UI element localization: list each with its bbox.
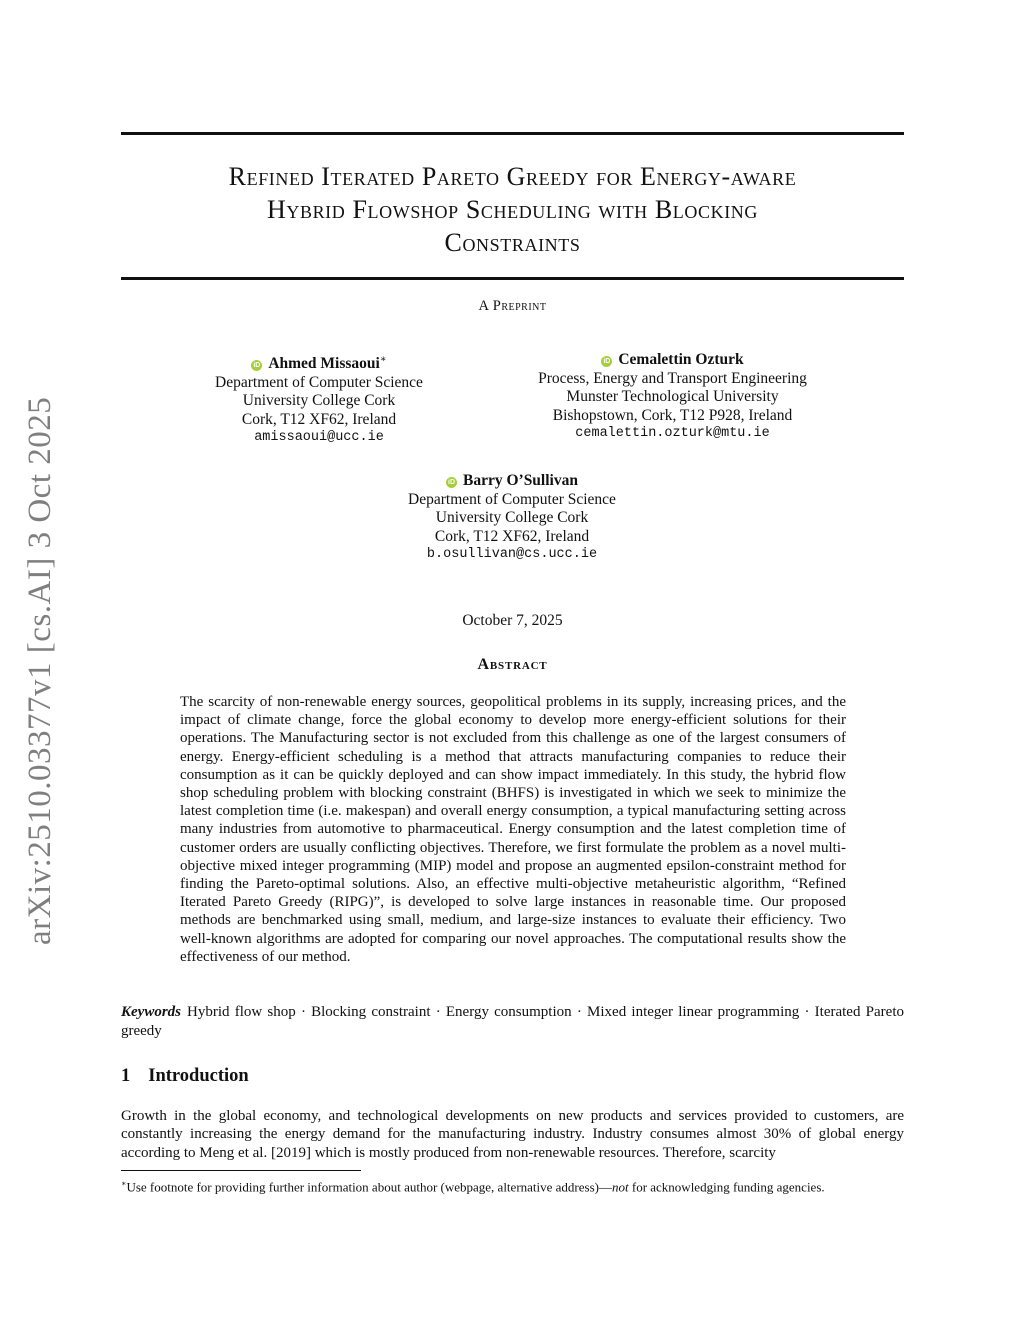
title-line-2: Hybrid Flowshop Scheduling with Blocking [267,195,758,224]
publication-date: October 7, 2025 [462,612,563,629]
author-name-line [380,472,644,491]
orcid-icon[interactable]: iD [448,479,455,486]
paper-title [121,160,904,259]
footnote-emphasis: not [611,1179,629,1195]
title-line-1: Refined Iterated Pareto Greedy for Energy-aware [228,162,797,191]
footnote-text-after: for acknowledging funding agencies. [628,1179,825,1195]
author-email[interactable]: b.osullivan@cs.ucc.ie [426,547,598,562]
footnote-text-before: Use footnote for providing further information about author (webpage, alternative address)— [126,1179,612,1195]
author-name: Cemalettin Ozturk [618,351,744,368]
author-block-3 [380,472,644,565]
introduction-paragraph: Growth in the global economy, and technological developments on new products and services provided to customers, are constantly increasing the energy demand for the manufacturing industry. Industry consumes almost 30% of global energy according to Meng et al. [2019] which is mostly produced from non-renewable resources. Therefore, scarcity [121,1108,904,1161]
orcid-icon[interactable]: iD [253,362,261,370]
footnote-marker: ∗ [121,1179,127,1188]
author-address: Cork, T12 XF62, Ireland [434,527,590,545]
author-name-line [500,351,845,370]
keywords-list: Hybrid flow shop · Blocking constraint · Energy consumption · Mixed integer linear programming · Iterated Pareto greedy [121,1004,904,1039]
author-name: Barry O’Sullivan [463,472,578,489]
author-institution: University College Cork [242,392,396,410]
author-block-1 [190,351,448,448]
author-name: Ahmed Missaoui [268,355,380,373]
footnote [121,1175,904,1195]
abstract-heading: Abstract [477,656,548,673]
author-institution: University College Cork [435,509,589,526]
section-number: 1 [121,1066,131,1086]
author-address: Bishopstown, Cork, T12 P928, Ireland [552,406,793,424]
abstract-text: The scarcity of non-renewable energy sources, geopolitical problems in its supply, increasing prices, and the impact of climate change, force the global economy to develop more energy-efficient solutions for their operations. The Manufacturing sector is not excluded from this challenge as one of the largest consumers of energy. Energy-efficient scheduling is a method that attracts manufacturing companies to reduce their consumption as it can be quickly deployed and can show impact immediately. In this study, the hybrid flow shop scheduling problem with blocking constraint (BHFS) is investigated in which we seek to minimize the latest completion time (i.e. makespan) and overall energy consumption, a typical manufacturing setting across many industries from automotive to pharmaceutical. Energy consumption and the latest completion time of customer orders are usually conflicting objectives. Therefore, we first formulate the problem as a novel multi-objective mixed integer programming (MIP) model and propose an augmented epsilon-constraint method for finding the Pareto-optimal solutions. Also, an effective multi-objective metaheuristic algorithm, “Refined Iterated Pareto Greedy (RIPG)”, is developed to solve large instances in reasonable time. Our proposed methods are benchmarked using small, medium, and large-size instances to evaluate their efficiency. Two well-known algorithms are adopted for comparing our novel approaches. The computational results show the effectiveness of our method. [180,694,846,965]
author-email[interactable]: cemalettin.ozturk@mtu.ie [575,426,770,441]
author-institution: Munster Technological University [566,388,779,405]
keywords-label: Keywords [121,1004,181,1020]
arxiv-identifier-stamp: arXiv:2510.03377v1 [cs.AI] 3 Oct 2025 [22,396,58,945]
footnote-rule [121,1170,361,1171]
orcid-icon[interactable]: iD [603,358,611,365]
author-department: Process, Energy and Transport Engineering [538,369,807,387]
section-title: Introduction [148,1066,249,1086]
preprint-label: A Preprint [478,298,547,314]
section-heading [121,1066,249,1087]
title-line-3: Constraints [444,228,581,257]
title-bottom-rule [121,277,904,280]
title-top-rule [121,132,904,135]
keywords-paragraph [121,1003,904,1040]
author-block-2 [500,351,845,444]
author-address: Cork, T12 XF62, Ireland [241,410,397,428]
author-footnote-marker: ∗ [379,354,387,365]
author-name-line [190,351,448,374]
author-department: Department of Computer Science [215,373,423,391]
author-email[interactable]: amissaoui@ucc.ie [254,430,384,446]
author-department: Department of Computer Science [408,490,616,508]
